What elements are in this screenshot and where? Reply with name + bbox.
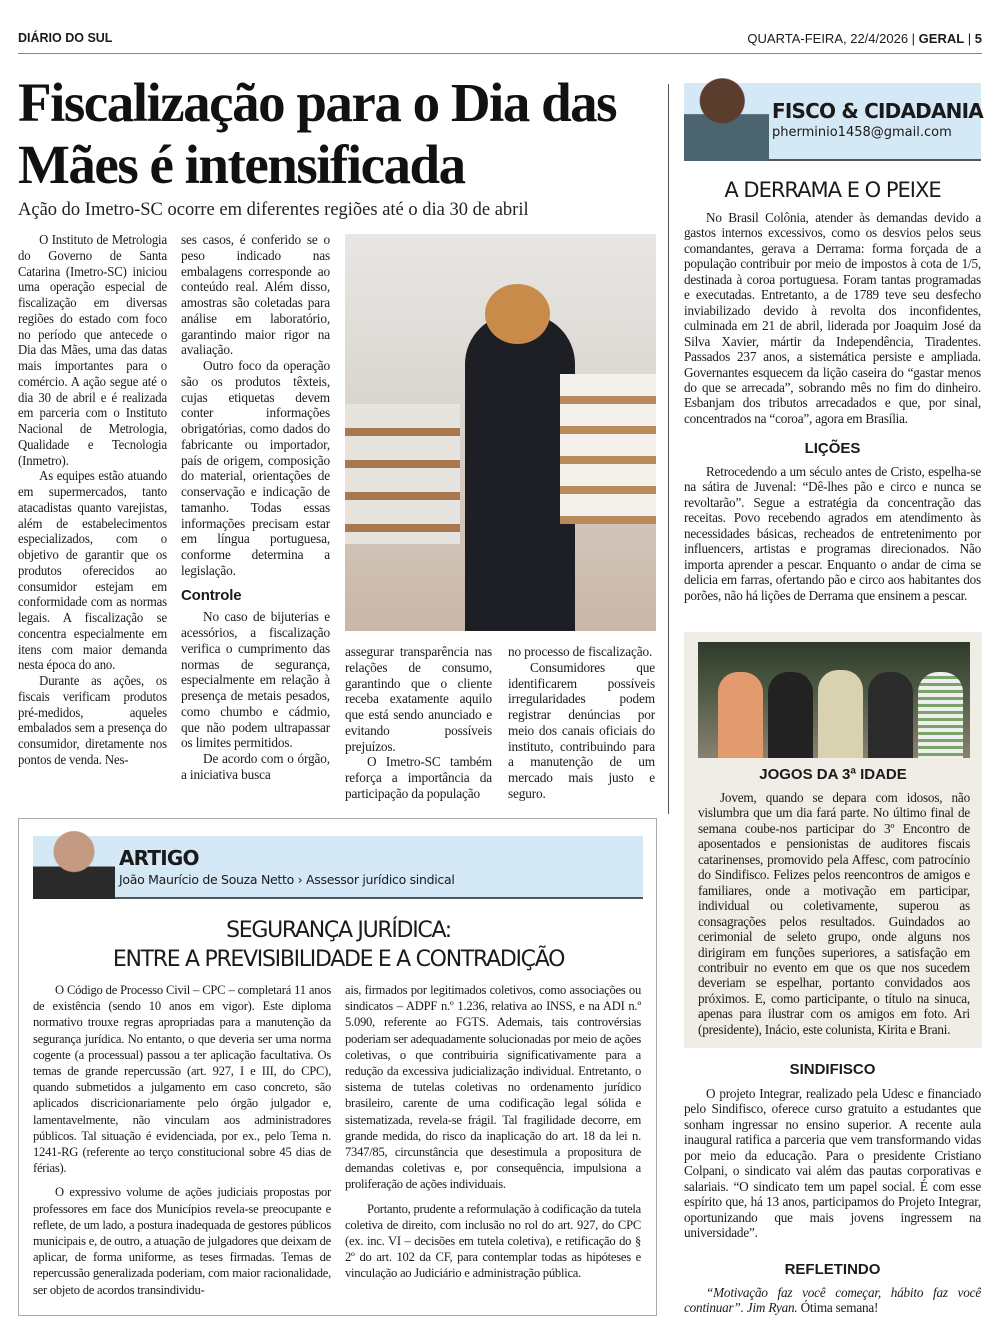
columnist-photo (684, 75, 769, 161)
article-col-2: ses casos, é conferido se o peso indicado nas embalagens corresponde ao conteúdo real. Além disso, amostras são coletadas para análise em laboratório, garantindo maior rigor na avaliação. Outro foco da operação são os produtos têxteis, cujas etiquetas devem conter informações obrigatórias, como dados do fabricante ou importador, país de origem, composição do material, orientações de conservação e indicação de tamanho. Todas essas informações precisam estar em língua portuguesa, conforme determina a legislação. Controle No caso de bijuterias e acessórios, a fiscalização verifica o cumprimento das normas de segurança, especialmente em relação à presença de metais pesados, como chumbo e cádmio, que não podem ultrapassar os limites permitidos. De acordo com o órgão, a iniciativa busca (181, 232, 330, 782)
column-intro: No Brasil Colônia, atender às demandas devido a gastos internos excessivos, como os desvios pelos seus comandantes, gerava a Derrama: forma forçada de a população contribuir por meio de impostos à cota de 1/5, destinada à coroa portuguesa. Foram tantas programadas e executadas. Entretanto, a de 1789 teve seu desfecho inviabilizado devido à revolta dos inconfidentes, culminada em 21 de abril, liderada por Joaquim José da Silva Xavier, mártir da Independência, Tiradentes. Passados 237 anos, a sistemática persiste e ampliada. Governantes esquecem da lição caseira do “gastar menos do que se arrecada”, sobrando mês no fim do dinheiro. Esbanjam dos tributos arrecadados e que, por sinal, concentrados na “coroa”, agora em Brasília. (684, 210, 981, 426)
artigo-header (33, 836, 643, 899)
author-photo (33, 826, 115, 899)
section-jogos: JOGOS DA 3ª IDADE (759, 766, 907, 783)
artigo-col-left: O Código de Processo Civil – CPC – completará 11 anos de existência (sendo 10 anos em vigor). Este diploma normativo trouxe regras apropriadas para a manutenção da segurança jurídica. No entanto, o que deveria ser uma norma cogente (a processual) passou a ter aplicação facultativa. Os temas de grande repercussão (art. 927, I e III, do CPC), quando submetidos a julgamento em caso concreto, são aplicados discricionariamente pelo órgão julgador e, lamentavelmente, não vinculam aos administradores públicos. Tal situação é evidenciada, por ex., pelo Tema n. 1241-RG (referente ao terço constitucional sobre 45 dias de férias). O expressivo volume de ações judiciais propostas por professores em face dos Municípios revela-se preocupante e reflete, de um lado, a postura inadequada de gestores públicos municipais e, de outro, a atuação de julgadores que deixam de aplicar, de forma uniforme, as teses firmadas. Temas de repercussão generalizada poderiam, com maior racionalidade, ser objeto de acordos transindividu- (33, 983, 331, 1297)
column-email[interactable]: pherminio1458@gmail.com (772, 125, 952, 140)
artigo-title: SEGURANÇA JURÍDICA: ENTRE A PREVISIBILIDADE E A CONTRADIÇÃO (112, 918, 565, 972)
refletindo-text: “Motivação faz você começar, hábito faz você continuar”. Jim Ryan. Ótima semana! (684, 1285, 981, 1316)
artigo-label: ARTIGO (119, 846, 199, 870)
masthead-paper: DIÁRIO DO SUL (18, 31, 113, 45)
subhead: Controle (181, 586, 242, 604)
headline: Fiscalização para o Dia das Mães é intensificada (18, 72, 617, 195)
licoes-text: Retrocedendo a um século antes de Cristo, espelha-se na sátira de Juvenal: “Dê-lhes pão e circo e nunca se revoltarão”. Segue a estratégia da concentração das receitas. Povo recebendo agrados em atendimento às necessidades básicas, recheados de entretenimento por influencers, artistas e programas direcionados. Não importa aprender a pescar. Enquanto o andar de cima se delicia em farras, ofertando pão e circo aos habitantes dos porões, não há lições de Derrama que ensinem a pescar. (684, 464, 981, 603)
column-header (684, 83, 981, 161)
artigo-box (18, 818, 657, 1316)
artigo-byline: João Maurício de Souza Netto › Assessor jurídico sindical (119, 872, 455, 887)
artigo-col-right: ais, firmados por legitimados coletivos, como associações ou sindicatos – ADPF n.º 1.236, relativa ao INSS, e na ADI n.º 5.090, referente ao FGTS. Ademais, tais controvérsias poderiam ser adequadamente solucionadas por meio de ações coletivas, o que contribuiria significativamente para a redução da excessiva judicialização individual. Entretanto, o sistema de tutelas coletivas no ordenamento jurídico brasileiro, carente de uma codificação legal sólida e sistematizada, revela-se frágil. Tal fragilidade decorre, em grande medida, do risco da inaplicação do art. 18 da lei n. 7347/85, circunstância que desestimula a propositura de demandas coletivas e, por consequência, impulsiona a proliferação de ações individuais. Portanto, prudente a reformulação à codificação da tutela coletiva de direito, com inclusão no rol do art. 927, do CPC (ex. inc. VI – decisões em tutela coletiva), e retificação do § 2º do art. 102 da CF, para contemplar todas as hipóteses e vinculação ao Judiciário e administração pública. (345, 983, 641, 1281)
jogos-box (684, 632, 982, 1048)
masthead-info: QUARTA-FEIRA, 22/4/2026 | GERAL | 5 (747, 31, 982, 46)
section-licoes: LIÇÕES (804, 440, 861, 457)
article-photo (345, 234, 656, 631)
group-photo (698, 642, 970, 758)
column-name: FISCO & CIDADANIA (772, 99, 983, 123)
sindifisco-text: O projeto Integrar, realizado pela Udesc e financiado pelo Sindifisco, oferece curso gratuito a estudantes que sonham ingressar no ensino superior. A recente aula inaugural ratifica a parceria que vem transformando vidas por meio da educação. Para o presidente Cristiano Colpani, o sindicato vai além das pautas corporativas e salariais. “O sindicato tem um papel social. É com esse espírito que, há 13 anos, participamos do Projeto Integrar, oportunizando que mais jovens ingressem na universidade”. (684, 1086, 981, 1241)
section-refletindo: REFLETINDO (784, 1261, 881, 1278)
column-divider (668, 84, 669, 814)
column-title: A DERRAMA E O PEIXE (724, 178, 941, 202)
jogos-text: Jovem, quando se depara com idosos, não vislumbra que um dia fará parte. No último final de semana coube-nos participar do 3º Encontro de aposentados e pensionistas de auditores fiscais catarinenses, promovido pela Affesc, com patrocínio do Sindifisco. Felizes pelos reencontros de amigos e familiares, onde a motivação em participar, individual ou coletivamente, superou as consagrações pelos resultados. Guindados ao cerimonial de seleto grupo, onde alguns nos dirigiram em funções superiores, a satisfação em contribuir no evento em que os que nos sucedem deveriam se espelhar, portanto convidados aos próximos. E, como participante, o título na sinuca, apenas para ilustrar com os amigos em foto. Ari (presidente), Inácio, este colunista, Kirita e Brani. (698, 790, 970, 1037)
article-col-1: O Instituto de Metrologia do Governo de Santa Catarina (Imetro-SC) iniciou uma operação especial de fiscalização em diversas regiões do estado com foco no período que antecede o Dia das Mães, uma das datas mais importantes para o comércio. A ação segue até o dia 30 de abril e é realizada em parceria com o Instituto Nacional de Metrologia, Qualidade e Tecnologia (Inmetro). As equipes estão atuando em supermercados, tanto atacadistas quanto varejistas, além de estabelecimentos especializados, com o objetivo de garantir que os produtos oferecidos ao consumidor estejam em conformidade com as normas legais. A fiscalização se concentra especialmente em itens com maior demanda nesta época do ano. Durante as ações, os fiscais verificam produtos pré-medidos, aqueles embalados sem a presença do consumidor, diretamente nos pontos de venda. Nes- (18, 232, 167, 767)
article-col-3: assegurar transparência nas relações de consumo, garantindo que o cliente receba exatamente aquilo que está sendo anunciado e evitando possíveis prejuízos. O Imetro-SC também reforça a importância da participação da população (345, 644, 492, 801)
divider (18, 53, 982, 54)
article-col-4: no processo de fiscalização. Consumidores que identificarem possíveis irregularidades podem registrar denúncias por meio dos canais oficiais do instituto, contribuindo para a manutenção de um mercado mais justo e seguro. (508, 644, 655, 801)
subtitle: Ação do Imetro-SC ocorre em diferentes regiões até o dia 30 de abril (18, 200, 529, 220)
section-sindifisco: SINDIFISCO (789, 1061, 876, 1078)
